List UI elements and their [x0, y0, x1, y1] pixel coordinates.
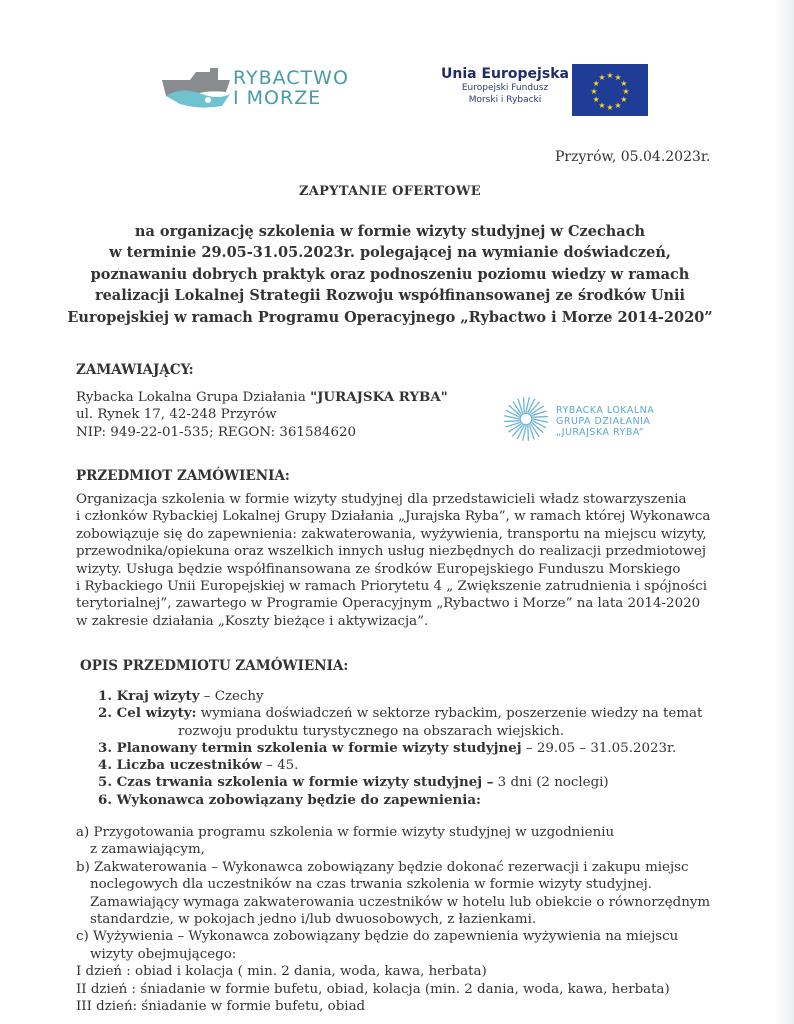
zakres-line: z zamawiającym,: [90, 842, 205, 858]
subtitle-line: Europejskiej w ramach Programu Operacyjnego „Rybactwo i Morze 2014-2020”: [67, 308, 713, 326]
zakres-line: wizyty obejmującego:: [90, 946, 237, 962]
ue-line-2: Morski i Rybacki: [468, 95, 542, 105]
sun-ray: [524, 397, 525, 412]
eu-star-icon: ★: [592, 79, 600, 88]
rlgd-sun-icon: [500, 393, 552, 445]
przedmiot-line: terytorialnej”, zawartego w Programie Operacyjnym „Rybactwo i Morze” na lata 2014-2020: [76, 596, 701, 612]
przedmiot-line: przewodnika/opiekuna oraz wszelkich innych usług niezbędnych do realizacji przedmiotowej: [76, 544, 706, 560]
sun-ray: [504, 421, 519, 422]
list-item: 6. Wykonawca zobowiązany będzie do zapewnienia:: [98, 791, 481, 808]
list-item: 2. Cel wizyty: wymiana doświadczeń w sektorze rybackim, poszerzenie wiedzy na temat: [98, 705, 703, 722]
ue-line-1: Europejski Fundusz: [461, 83, 549, 93]
zamawiajacy-address: ul. Rynek 17, 42-248 Przyrów: [76, 407, 277, 423]
zakres-line: c) Wyżywienia – Wykonawca zobowiązany będzie do zapewnienia wyżywienia na miejscu: [76, 929, 679, 945]
eu-star-icon: ★: [614, 73, 622, 83]
rlgd-line-3: „JURAJSKA RYBA”: [556, 427, 645, 438]
zamawiajacy-details: [76, 389, 448, 441]
zamawiajacy-heading: ZAMAWIAJĄCY:: [76, 362, 194, 378]
page-edge-shadow: [774, 0, 794, 1024]
sun-ray: [533, 417, 548, 418]
eu-flag-icon: [572, 64, 648, 116]
zamawiajacy-name-bold: "JURAJSKA RYBA": [310, 389, 448, 405]
przedmiot-line: i członków Rybackiej Lokalnej Grupy Działania „Jurajska Ryba”, w ramach której Wykonawca: [76, 509, 711, 525]
rybactwo-logo-text: [233, 68, 349, 108]
eu-star-icon: ★: [614, 100, 622, 110]
zakres-line: II dzień : śniadanie w formie bufetu, obiad, kolacja (min. 2 dania, woda, kawa, herbata): [76, 981, 670, 997]
sun-ray: [528, 426, 529, 441]
przedmiot-line: wizyty. Usługa będzie współfinansowana ze środków Europejskiego Funduszu Morskiego: [76, 561, 681, 577]
eu-star-icon: ★: [598, 73, 606, 83]
document-subtitle: [40, 221, 740, 328]
list-item-continuation: rozwoju produktu turystycznego na obszarach wiejskich.: [178, 723, 565, 739]
subtitle-line: na organizację szkolenia w formie wizyty studyjnej w Czechach: [134, 223, 646, 240]
zakres-line: a) Przygotowania programu szkolenia w formie wizyty studyjnej w uzgodnieniu: [76, 825, 615, 840]
list-item: 5. Czas trwania szkolenia w formie wizyty studyjnej – 3 dni (2 noclegi): [98, 774, 609, 791]
logo-line-1: RYBACTWO: [233, 67, 349, 89]
eu-star-icon: ★: [592, 95, 600, 104]
list-item: 4. Liczba uczestników – 45.: [98, 757, 299, 774]
subtitle-line: poznawaniu dobrych praktyk oraz podnoszeniu poziomu wiedzy w ramach: [90, 265, 690, 283]
ue-title: Unia Europejska: [441, 66, 569, 82]
subtitle-line: w terminie 29.05-31.05.2023r. polegającej na wymianie doświadczeń,: [109, 244, 671, 262]
przedmiot-line: w zakresie działania „Koszty bieżące i aktywizacja”.: [76, 613, 429, 629]
zamawiajacy-name: [76, 389, 448, 406]
przedmiot-line: i Rybackiego Unii Europejskiej w ramach Priorytetu 4 „ Zwiększenie zatrudnienia i spójności: [76, 579, 708, 595]
list-item: 3. Planowany termin szkolenia w formie wizyty studyjnej – 29.05 – 31.05.2023r.: [98, 739, 677, 756]
zakres-line: standardzie, w pokojach jedno i/lub dwuosobowych, z łazienkami.: [90, 912, 537, 928]
zakres-line: I dzień : obiad i kolacja ( min. 2 dania, woda, kawa, herbata): [76, 964, 487, 980]
rlgd-line-1: RYBACKA LOKALNA: [556, 405, 655, 416]
zakres-line: III dzień: śniadanie w formie bufetu, obiad: [76, 999, 366, 1015]
eu-star-icon: ★: [598, 100, 606, 110]
opis-heading: OPIS PRZEDMIOTU ZAMÓWIENIA:: [80, 658, 349, 674]
zakres-line: noclegowych dla uczestników na czas trwania szkolenia w formie wizyty studyjnej.: [90, 877, 653, 893]
document-title: ZAPYTANIE OFERTOWE: [298, 184, 482, 199]
eu-star-icon: ★: [620, 95, 628, 104]
zakres-line: b) Zakwaterowania – Wykonawca zobowiązany będzie dokonać rezerwacji i zakupu miejsc: [76, 859, 689, 875]
rlgd-logo-text: [556, 405, 654, 438]
przedmiot-line: Organizacja szkolenia w formie wizyty studyjnej dla przedstawicieli władz stowarzyszenia: [76, 492, 687, 507]
zakres-uslug: [76, 824, 710, 1015]
przedmiot-line: zobowiązuje się do zapewnienia: zakwaterowania, wyżywienia, transportu na miejscu wizyty,: [76, 526, 707, 542]
zakres-line: Zamawiający wymaga zakwaterowania uczestników w hotelu lub obiekcie o równorzędnym: [90, 894, 711, 910]
eu-star-icon: ★: [606, 71, 614, 80]
rlgd-line-2: GRUPA DZIAŁANIA: [556, 416, 651, 427]
subtitle-line: realizacji Lokalnej Strategii Rozwoju współfinansowanej ze środków Unii: [94, 287, 686, 305]
opis-list: [98, 688, 702, 809]
zamawiajacy-name-prefix: Rybacka Lokalna Grupa Działania: [76, 390, 311, 405]
logo-line-2: I MORZE: [233, 87, 322, 109]
list-item: 1. Kraj wizyty – Czechy: [98, 688, 264, 704]
eu-star-icon: ★: [620, 79, 628, 88]
eu-star-icon: ★: [606, 103, 614, 112]
sun-core: [520, 413, 532, 425]
eu-star-icon: ★: [590, 87, 598, 96]
przedmiot-body: [76, 491, 710, 630]
przedmiot-heading: PRZEDMIOT ZAMÓWIENIA:: [76, 468, 290, 484]
zamawiajacy-ids: NIP: 949-22-01-535; REGON: 361584620: [76, 424, 357, 440]
eu-star-icon: ★: [622, 87, 630, 96]
ue-logo-text: [440, 66, 570, 106]
document-date: Przyrów, 05.04.2023r.: [555, 149, 711, 165]
